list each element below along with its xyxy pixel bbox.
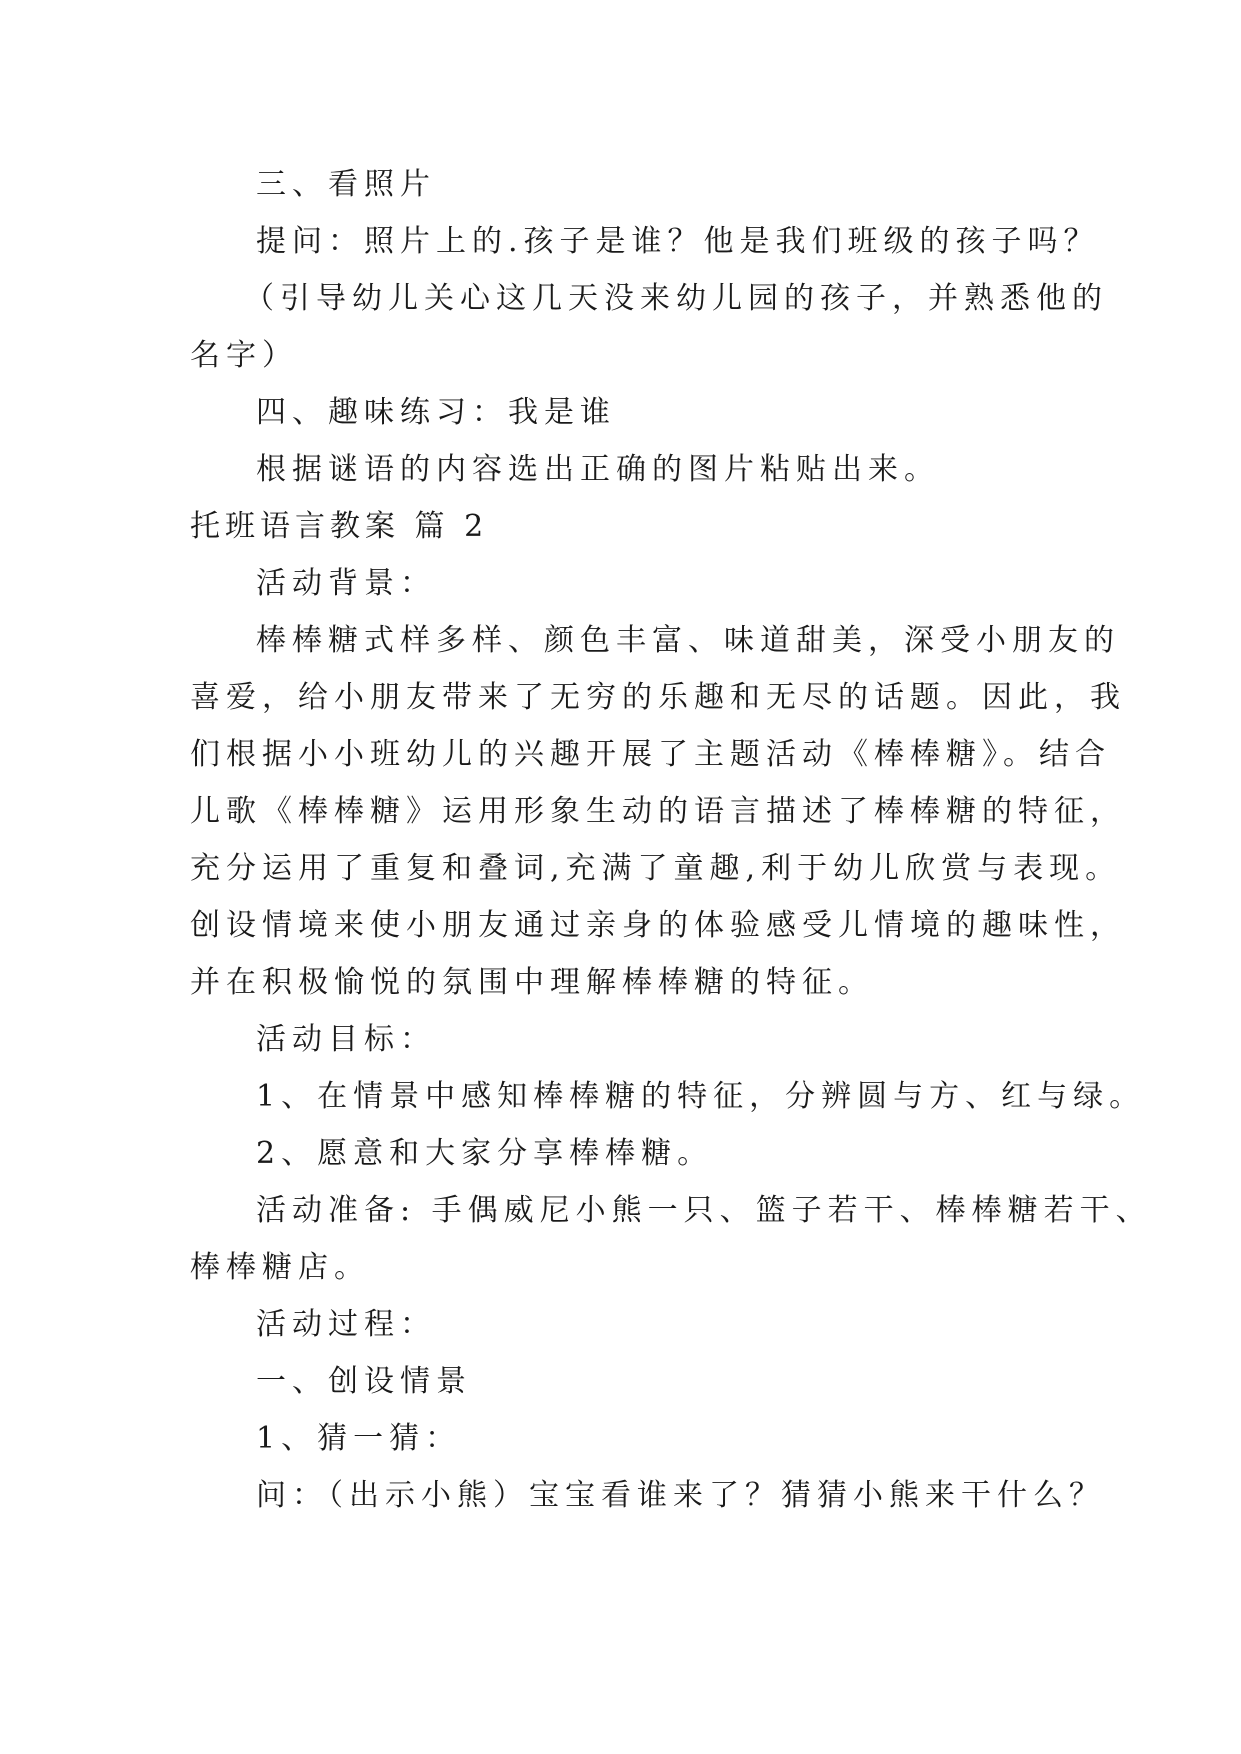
background-paragraph-cont: 并在积极愉悦的氛围中理解棒棒糖的特征。 [190, 965, 874, 1000]
process-heading: 活动过程： [256, 1307, 436, 1342]
guidance-paragraph-cont: 名字） [190, 338, 298, 373]
process-substep: 1、猜一猜： [256, 1421, 462, 1456]
question-paragraph: 提问：照片上的.孩子是谁？他是我们班级的孩子吗？ [256, 224, 1100, 259]
riddle-paragraph: 根据谜语的内容选出正确的图片粘贴出来。 [256, 452, 940, 487]
goal-item-2: 2、愿意和大家分享棒棒糖。 [256, 1136, 714, 1171]
background-paragraph-cont: 们根据小小班幼儿的兴趣开展了主题活动《棒棒糖》。结合 [190, 737, 1111, 772]
background-paragraph-cont: 创设情境来使小朋友通过亲身的体验感受儿情境的趣味性， [190, 908, 1126, 943]
process-step-heading: 一、创设情景 [256, 1364, 472, 1399]
preparation-paragraph-cont: 棒棒糖店。 [190, 1250, 370, 1285]
section-heading-3: 三、看照片 [256, 167, 436, 202]
preparation-paragraph: 活动准备: 手偶威尼小熊一只、篮子若干、棒棒糖若干、 [256, 1193, 1152, 1228]
process-question: 问：（出示小熊）宝宝看谁来了？猜猜小熊来干什么？ [256, 1478, 1105, 1513]
guidance-paragraph: （引导幼儿关心这几天没来幼儿园的孩子，并熟悉他的 [244, 281, 1108, 316]
background-paragraph-cont: 儿歌《棒棒糖》运用形象生动的语言描述了棒棒糖的特征， [190, 794, 1126, 829]
goals-heading: 活动目标： [256, 1022, 436, 1057]
background-paragraph: 棒棒糖式样多样、颜色丰富、味道甜美，深受小朋友的 [256, 623, 1120, 658]
background-paragraph-cont: 喜爱，给小朋友带来了无穷的乐趣和无尽的话题。因此，我 [190, 680, 1126, 715]
background-heading: 活动背景： [256, 566, 436, 601]
lesson-title: 托班语言教案 篇 2 [190, 509, 489, 544]
background-paragraph-cont: 充分运用了重复和叠词,充满了童趣,利于幼儿欣赏与表现。 [190, 851, 1122, 886]
section-heading-4: 四、趣味练习：我是谁 [256, 395, 616, 430]
goal-item-1: 1、在情景中感知棒棒糖的特征，分辨圆与方、红与绿。 [256, 1079, 1146, 1114]
